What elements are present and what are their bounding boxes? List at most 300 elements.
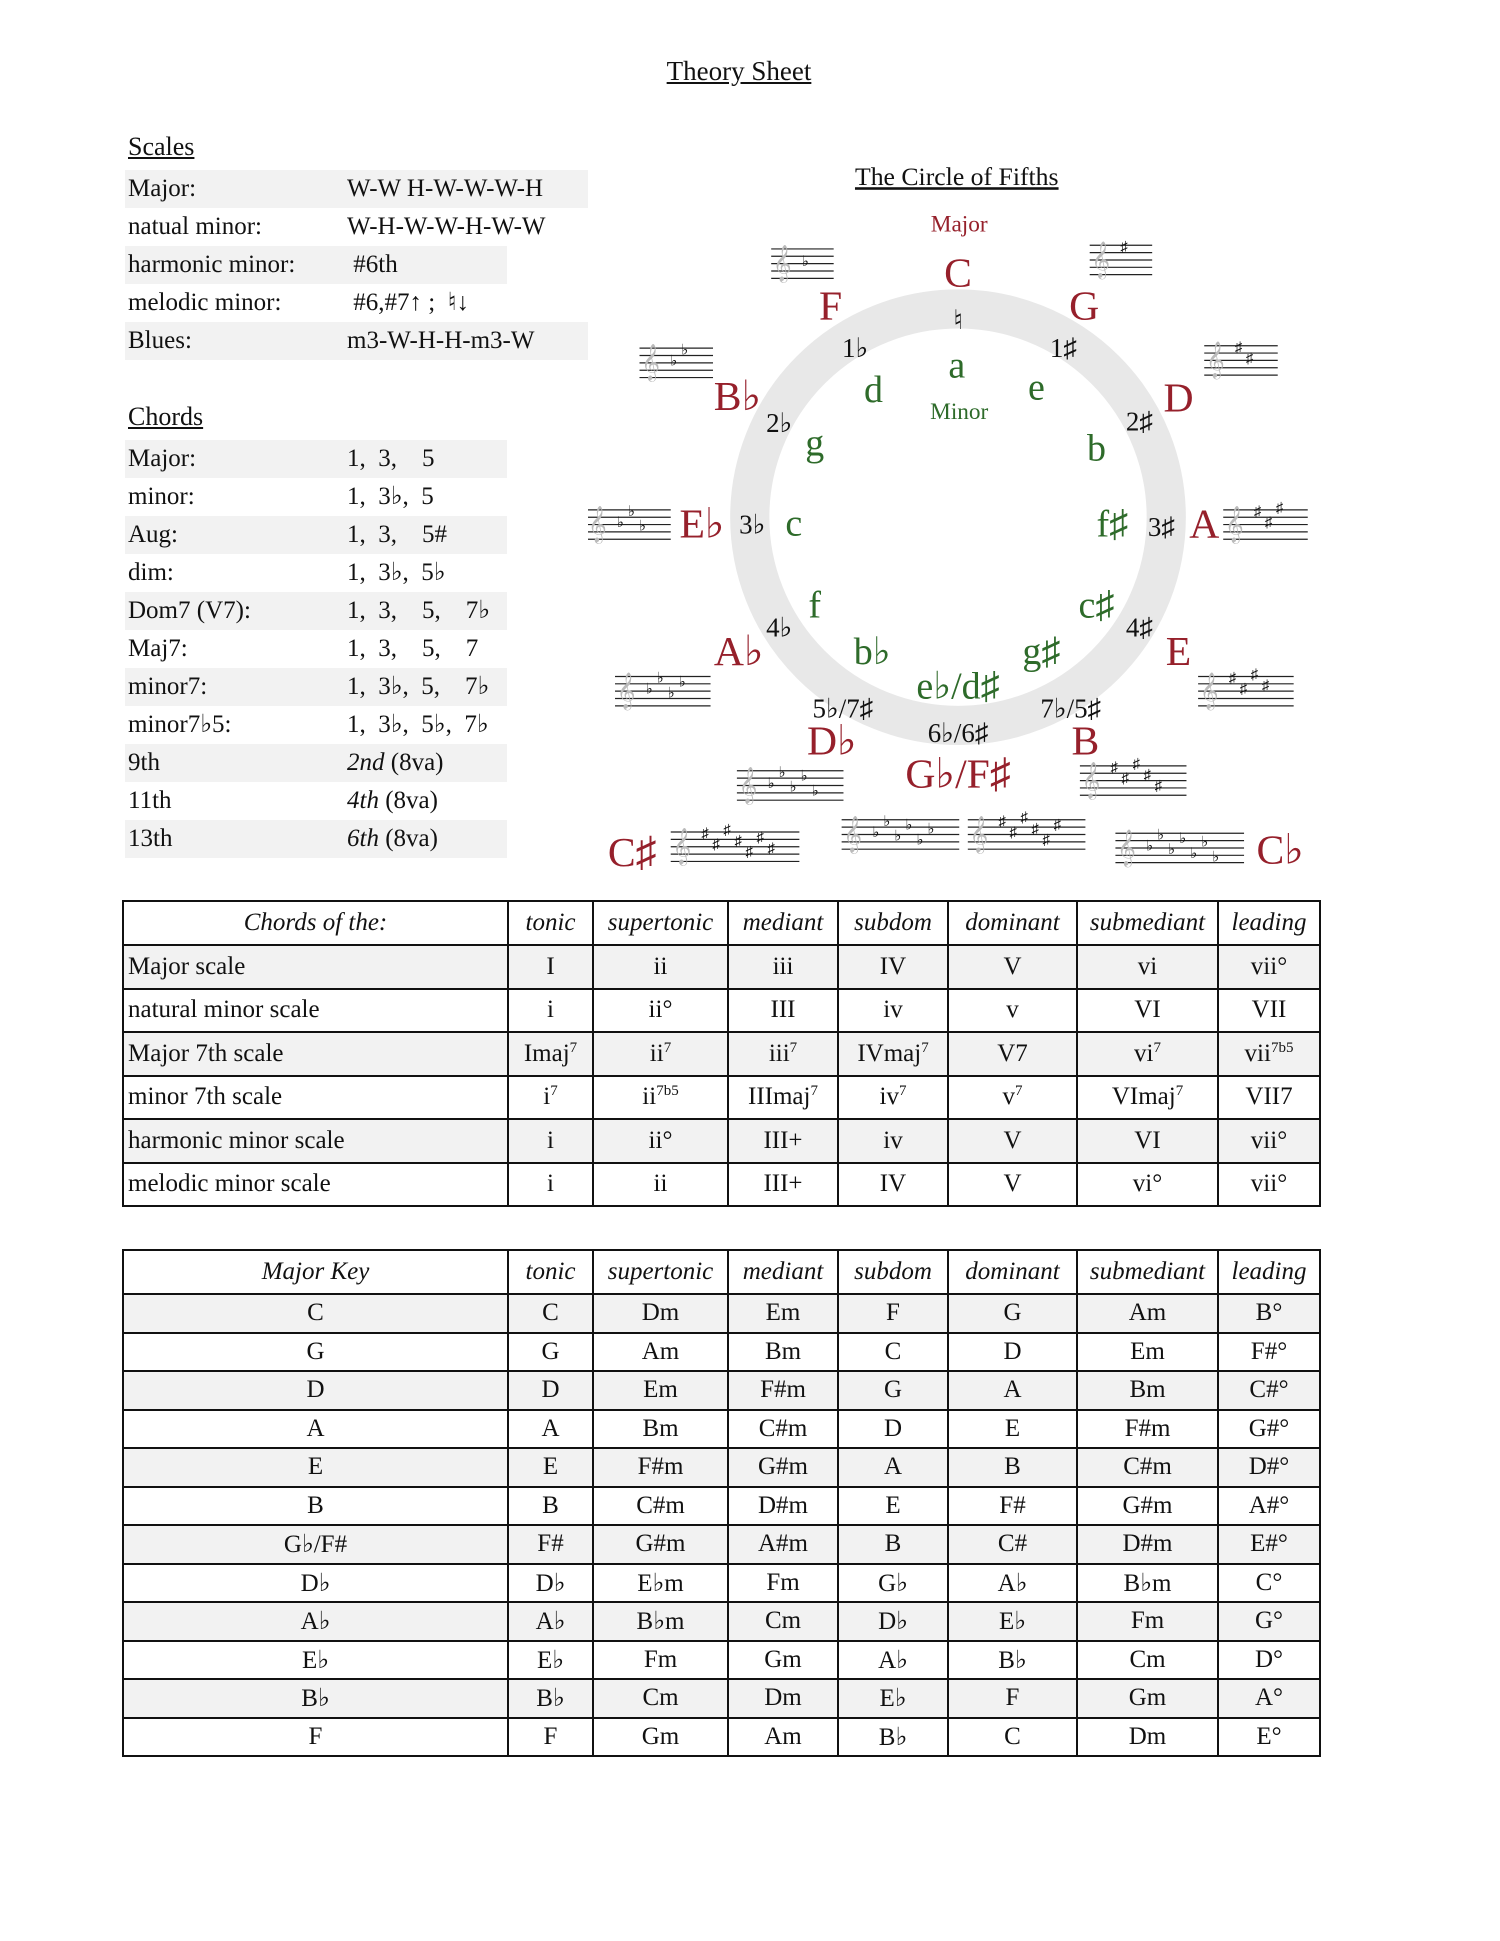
chord-numeral: V xyxy=(1003,952,1022,980)
table-cell: Cm xyxy=(728,1602,838,1641)
table-cell xyxy=(838,1076,948,1120)
row-header-cell: A xyxy=(123,1410,508,1449)
major-key-label: E♭ xyxy=(679,501,725,548)
key-signature-staff xyxy=(771,244,833,282)
sharp-icon: ♯ xyxy=(712,837,720,854)
chord-interval: 2nd xyxy=(347,749,385,776)
treble-clef-icon: 𝄞 xyxy=(1224,506,1244,542)
scale-value xyxy=(347,208,546,246)
chord-numeral: III+ xyxy=(763,1170,803,1198)
chord-numeral: i xyxy=(547,1170,554,1198)
table-row xyxy=(123,1641,1320,1680)
major-caption: Major xyxy=(930,211,988,238)
column-header: supertonic xyxy=(593,901,728,945)
column-header: mediant xyxy=(728,901,838,945)
table-row xyxy=(123,1487,1320,1526)
chord-numeral: IVmaj xyxy=(857,1039,922,1067)
table-cell: B♭ xyxy=(948,1641,1077,1680)
key-signature-staff xyxy=(615,671,711,710)
table-cell: E♭ xyxy=(948,1602,1077,1641)
table-cell xyxy=(593,1119,728,1163)
table-cell: F#m xyxy=(728,1371,838,1410)
table-cell xyxy=(508,1163,593,1207)
table-cell: A♭ xyxy=(508,1602,593,1641)
chord-value xyxy=(347,630,478,668)
chord-numeral: V xyxy=(1003,1170,1022,1198)
minor-key-label: f xyxy=(808,584,822,627)
table-cell: B xyxy=(508,1487,593,1526)
table-cell: Bm xyxy=(1077,1371,1218,1410)
major-key-label: C♯ xyxy=(607,829,657,870)
sharp-icon: ♯ xyxy=(1239,681,1248,698)
chord-numeral: VImaj xyxy=(1111,1083,1176,1111)
major-key-label: D xyxy=(1163,375,1194,422)
chord-numeral: ii xyxy=(649,1039,664,1067)
chord-value xyxy=(347,516,447,554)
sharp-icon: ♯ xyxy=(1132,756,1140,773)
table-cell xyxy=(728,1032,838,1076)
row-header-cell: D♭ xyxy=(123,1564,508,1603)
table-cell: A#m xyxy=(728,1525,838,1564)
table-cell: C#m xyxy=(728,1410,838,1449)
table-cell xyxy=(1218,1119,1320,1163)
minor-key-label: c xyxy=(785,502,803,545)
table-cell xyxy=(838,945,948,989)
major-key-label: A xyxy=(1189,501,1220,548)
chord-row xyxy=(125,516,507,554)
minor-key-label: g♯ xyxy=(1022,630,1061,673)
flat-icon: ♭ xyxy=(883,813,891,830)
sharp-icon: ♯ xyxy=(745,844,753,861)
scale-label: harmonic minor: xyxy=(128,251,296,278)
table-cell: E xyxy=(508,1448,593,1487)
key-signature-staff xyxy=(1090,239,1152,278)
table-cell: Dm xyxy=(1077,1718,1218,1757)
minor-key-label: b xyxy=(1086,427,1106,470)
column-header: leading xyxy=(1218,901,1320,945)
flat-icon: ♭ xyxy=(1168,842,1176,859)
sharp-icon: ♯ xyxy=(1261,677,1270,694)
chord-numeral: ii xyxy=(653,952,668,980)
chord-label: minor: xyxy=(128,483,195,510)
chord-interval: 4th xyxy=(347,787,379,814)
row-header-cell: G xyxy=(123,1333,508,1372)
table-cell xyxy=(838,1119,948,1163)
chord-extension: 7 xyxy=(1175,1083,1184,1100)
row-header-cell: F xyxy=(123,1718,508,1757)
table-cell: F#° xyxy=(1218,1333,1320,1372)
table-cell: F xyxy=(508,1718,593,1757)
major-key-label: C xyxy=(944,250,972,297)
key-signature-staff xyxy=(671,822,800,865)
flat-icon: ♭ xyxy=(811,783,819,800)
table-cell xyxy=(948,1119,1077,1163)
row-header-cell: E xyxy=(123,1448,508,1487)
table-row xyxy=(123,1294,1320,1333)
chord-numeral: v xyxy=(1002,1083,1015,1111)
flat-icon: ♭ xyxy=(1146,838,1154,855)
column-header: tonic xyxy=(508,1250,593,1294)
table-cell: G° xyxy=(1218,1602,1320,1641)
chord-row xyxy=(125,592,507,630)
chord-row xyxy=(125,554,507,592)
chord-formula: 1, 3♭, 5, 7♭ xyxy=(347,673,490,700)
accidental-count: 7♭/5♯ xyxy=(1040,693,1102,724)
sharp-icon: ♯ xyxy=(1020,810,1028,827)
chord-numeral: iii xyxy=(768,1039,790,1067)
table-cell: F#m xyxy=(1077,1410,1218,1449)
table-cell xyxy=(1077,945,1218,989)
sharp-icon: ♯ xyxy=(1053,817,1061,834)
page-title: Theory Sheet xyxy=(666,56,812,86)
table-cell: D#m xyxy=(728,1487,838,1526)
key-signature-staff xyxy=(1080,756,1187,799)
table-cell: A xyxy=(508,1410,593,1449)
table-cell: A° xyxy=(1218,1679,1320,1718)
table-row xyxy=(123,1032,1320,1076)
sharp-icon: ♯ xyxy=(1275,500,1284,517)
table-cell: D xyxy=(838,1410,948,1449)
chord-label: minor7: xyxy=(128,673,208,700)
table-cell: F# xyxy=(508,1525,593,1564)
chord-formula: 1, 3♭, 5♭, 7♭ xyxy=(347,711,489,738)
treble-clef-icon: 𝄞 xyxy=(616,672,636,708)
chord-label: Dom7 (V7): xyxy=(128,597,251,624)
table-cell: C#° xyxy=(1218,1371,1320,1410)
sharp-icon: ♯ xyxy=(1154,778,1162,795)
chord-numeral: i xyxy=(547,996,554,1024)
table-cell: B° xyxy=(1218,1294,1320,1333)
chord-row xyxy=(125,630,507,668)
chord-extension: 7 xyxy=(569,1039,578,1056)
table-cell xyxy=(1077,1163,1218,1207)
chord-numeral: i xyxy=(547,1126,554,1154)
table-cell: G#m xyxy=(1077,1487,1218,1526)
table-cell xyxy=(593,1032,728,1076)
flat-icon: ♭ xyxy=(927,821,935,838)
table-cell: D#° xyxy=(1218,1448,1320,1487)
chord-numeral: ii° xyxy=(648,1126,673,1154)
flat-icon: ♭ xyxy=(645,681,653,698)
chord-row xyxy=(125,744,507,782)
chord-extension: 7 xyxy=(550,1083,558,1100)
table-cell: Bm xyxy=(728,1333,838,1372)
accidental-count: 2♯ xyxy=(1125,406,1153,437)
table-cell: B♭m xyxy=(593,1602,728,1641)
chord-value xyxy=(347,592,490,630)
accidental-count: 3♯ xyxy=(1147,512,1175,542)
chord-numeral: ii° xyxy=(648,996,673,1024)
column-header: Major Key xyxy=(123,1250,508,1294)
chord-numeral: VII7 xyxy=(1245,1083,1293,1111)
table-cell xyxy=(593,945,728,989)
minor-key-label: b♭ xyxy=(853,630,891,673)
table-cell: Gm xyxy=(1077,1679,1218,1718)
chord-extension: 7 xyxy=(1153,1039,1161,1056)
table-cell: Dm xyxy=(728,1679,838,1718)
major-key-chords-table xyxy=(122,1249,1321,1757)
table-cell: G#° xyxy=(1218,1410,1320,1449)
chord-numeral: IV xyxy=(879,1170,907,1198)
table-row xyxy=(123,1564,1320,1603)
key-signature-staff xyxy=(1223,500,1308,543)
chord-row xyxy=(125,668,507,706)
sharp-icon: ♯ xyxy=(1009,824,1017,841)
chord-numeral: i xyxy=(543,1083,551,1111)
flat-icon: ♭ xyxy=(802,254,809,271)
table-cell xyxy=(948,1163,1077,1207)
scale-label: melodic minor: xyxy=(128,289,282,316)
chord-numeral: Imaj xyxy=(523,1039,570,1067)
scale-formula: m3-W-H-H-m3-W xyxy=(347,327,535,354)
chord-extension: 7 xyxy=(789,1039,798,1056)
row-header-cell: melodic minor scale xyxy=(123,1163,508,1207)
key-signature-staff xyxy=(1204,340,1278,379)
table-cell: Gm xyxy=(593,1718,728,1757)
scale-label: Major: xyxy=(128,175,197,202)
flat-icon: ♭ xyxy=(916,832,924,849)
row-header-cell: harmonic minor scale xyxy=(123,1119,508,1163)
chord-numeral: ii xyxy=(642,1083,657,1111)
flat-icon: ♭ xyxy=(905,817,913,834)
chord-numeral: vi xyxy=(1137,952,1158,980)
treble-clef-icon: 𝄞 xyxy=(1081,762,1101,798)
table-row xyxy=(123,1371,1320,1410)
table-cell xyxy=(508,1032,593,1076)
table-row xyxy=(123,1333,1320,1372)
table-cell xyxy=(593,989,728,1033)
accidental-count: 4♭ xyxy=(766,612,793,643)
chord-numeral: VII xyxy=(1251,996,1287,1024)
chord-formula: 1, 3♭, 5♭ xyxy=(347,559,446,586)
table-cell: D xyxy=(948,1333,1077,1372)
table-cell: F#m xyxy=(593,1448,728,1487)
table-cell: C xyxy=(838,1333,948,1372)
circle-of-fifths xyxy=(588,135,1317,870)
table-cell: G#m xyxy=(593,1525,728,1564)
table-cell: Cm xyxy=(593,1679,728,1718)
flat-icon: ♭ xyxy=(639,518,647,535)
table-cell xyxy=(948,989,1077,1033)
chord-numeral: vii° xyxy=(1250,1126,1288,1154)
chord-numeral: ii xyxy=(653,1170,668,1198)
major-key-label: F xyxy=(819,283,843,330)
table-cell xyxy=(1218,945,1320,989)
chord-numeral: III+ xyxy=(763,1126,803,1154)
table-cell xyxy=(838,1032,948,1076)
chord-label: Major: xyxy=(128,445,197,472)
flat-icon: ♭ xyxy=(767,775,775,792)
accidental-count: 6♭/6♯ xyxy=(927,717,989,748)
major-key-label: B xyxy=(1071,718,1100,765)
chord-formula: 1, 3, 5# xyxy=(347,521,447,548)
major-key-label: G xyxy=(1069,283,1100,330)
chord-numeral: vii° xyxy=(1250,952,1288,980)
sharp-icon: ♯ xyxy=(1264,515,1273,531)
key-signature-staff xyxy=(1115,827,1244,866)
table-cell: G xyxy=(948,1294,1077,1333)
sharp-icon: ♯ xyxy=(701,826,709,843)
chord-value xyxy=(347,820,438,858)
table-cell: A xyxy=(948,1371,1077,1410)
row-header-cell: G♭/F# xyxy=(123,1525,508,1564)
flat-icon: ♭ xyxy=(1212,849,1220,866)
table-cell: C xyxy=(948,1718,1077,1757)
table-cell: B♭m xyxy=(1077,1564,1218,1603)
table-cell: C#m xyxy=(1077,1448,1218,1487)
scale-row xyxy=(125,170,588,208)
chord-extension: 7 xyxy=(1015,1083,1023,1100)
treble-clef-icon: 𝄞 xyxy=(1205,342,1225,378)
scale-value xyxy=(347,284,469,322)
scale-label: Blues: xyxy=(128,327,192,354)
row-header-cell: E♭ xyxy=(123,1641,508,1680)
table-cell xyxy=(728,989,838,1033)
sharp-icon: ♯ xyxy=(1245,350,1254,367)
chord-numeral: VI xyxy=(1134,996,1161,1024)
chord-row xyxy=(125,782,507,820)
major-key-label: A♭ xyxy=(713,628,764,675)
table-cell: Am xyxy=(1077,1294,1218,1333)
table-cell: E xyxy=(838,1487,948,1526)
scale-value xyxy=(347,322,534,360)
table-cell xyxy=(508,1119,593,1163)
sharp-icon: ♯ xyxy=(1228,670,1237,687)
chord-extension: 7 xyxy=(921,1039,929,1056)
sharp-icon: ♯ xyxy=(1143,767,1151,784)
table-cell xyxy=(508,1076,593,1120)
chord-numeral: I xyxy=(546,952,555,980)
table-cell: G#m xyxy=(728,1448,838,1487)
row-header-cell: D xyxy=(123,1371,508,1410)
sharp-icon: ♯ xyxy=(1234,339,1243,356)
flat-icon: ♭ xyxy=(656,670,664,687)
accidental-count: 1♯ xyxy=(1049,333,1077,364)
key-signature-staff xyxy=(968,810,1086,853)
table-cell: B xyxy=(948,1448,1077,1487)
treble-clef-icon: 𝄞 xyxy=(588,506,607,542)
scale-formula: #6,#7↑ ; ♮↓ xyxy=(347,289,470,316)
sharp-icon: ♯ xyxy=(1253,503,1262,520)
sharp-icon: ♯ xyxy=(1042,832,1050,849)
table-cell: A#° xyxy=(1218,1487,1320,1526)
chord-label: minor7♭5: xyxy=(128,711,232,738)
column-header: dominant xyxy=(948,1250,1077,1294)
table-cell: F# xyxy=(948,1487,1077,1526)
column-header: dominant xyxy=(948,901,1077,945)
major-key-label: D♭ xyxy=(806,718,857,765)
key-signature-staff xyxy=(588,504,671,543)
table-cell: G♭ xyxy=(838,1564,948,1603)
table-cell xyxy=(1218,1076,1320,1120)
chord-numeral: IIImaj xyxy=(748,1083,811,1111)
table-cell: E#° xyxy=(1218,1525,1320,1564)
table-cell: D° xyxy=(1218,1641,1320,1680)
row-header-cell: minor 7th scale xyxy=(123,1076,508,1120)
key-signature-staff xyxy=(842,814,960,853)
flat-icon: ♭ xyxy=(670,353,678,370)
sharp-icon: ♯ xyxy=(1121,771,1129,788)
table-row xyxy=(123,1119,1320,1163)
chord-formula: (8va) xyxy=(384,749,444,776)
sharp-icon: ♯ xyxy=(998,813,1006,830)
flat-icon: ♭ xyxy=(617,515,624,531)
table-row xyxy=(123,1718,1320,1757)
chord-extension: 7 xyxy=(810,1083,818,1100)
key-signature-staff xyxy=(640,342,714,381)
chord-numeral: vi xyxy=(1134,1039,1154,1067)
flat-icon: ♭ xyxy=(628,503,636,520)
key-signature-staff xyxy=(1198,667,1294,710)
table-cell xyxy=(1077,1119,1218,1163)
chord-row xyxy=(125,820,507,858)
table-cell: E♭ xyxy=(838,1679,948,1718)
table-cell xyxy=(948,1032,1077,1076)
scale-chords-table xyxy=(122,900,1321,1207)
sharp-icon: ♯ xyxy=(1120,239,1128,256)
table-cell xyxy=(508,945,593,989)
table-cell xyxy=(1077,1076,1218,1120)
column-header: subdom xyxy=(838,1250,948,1294)
chord-numeral: III xyxy=(770,996,796,1024)
sharp-icon: ♯ xyxy=(767,840,775,857)
treble-clef-icon: 𝄞 xyxy=(843,816,863,852)
table-cell xyxy=(593,1076,728,1120)
table-cell: Gm xyxy=(728,1641,838,1680)
chord-value xyxy=(347,554,446,592)
chord-value xyxy=(347,782,438,820)
chord-label: Maj7: xyxy=(128,635,188,662)
table-row xyxy=(123,1163,1320,1207)
chord-numeral: vii° xyxy=(1250,1170,1288,1198)
minor-key-label: d xyxy=(863,368,883,411)
treble-clef-icon: 𝄞 xyxy=(772,245,792,281)
table-cell xyxy=(508,989,593,1033)
table-cell: Am xyxy=(593,1333,728,1372)
accidental-count: 2♭ xyxy=(766,407,793,438)
table-cell: C#m xyxy=(593,1487,728,1526)
chord-numeral: V xyxy=(1003,1126,1022,1154)
scale-label: natual minor: xyxy=(128,213,262,240)
accidental-count: 1♭ xyxy=(842,333,869,364)
treble-clef-icon: 𝄞 xyxy=(641,344,660,380)
table-cell xyxy=(838,989,948,1033)
chords-heading: Chords xyxy=(128,402,204,431)
treble-clef-icon: 𝄞 xyxy=(969,816,989,852)
table-cell: C# xyxy=(948,1525,1077,1564)
minor-key-label: g xyxy=(805,422,825,465)
major-key-label: C♭ xyxy=(1256,827,1304,870)
scale-formula: W-W H-W-W-W-H xyxy=(347,175,543,202)
flat-icon: ♭ xyxy=(894,828,902,845)
table-row xyxy=(123,1679,1320,1718)
table-cell: Em xyxy=(593,1371,728,1410)
table-cell xyxy=(1218,1163,1320,1207)
table-cell: Bm xyxy=(593,1410,728,1449)
table-cell: B xyxy=(838,1525,948,1564)
minor-key-label: c♯ xyxy=(1078,584,1115,627)
table-cell xyxy=(948,1076,1077,1120)
minor-key-label: e xyxy=(1027,366,1045,409)
table-cell: E♭ xyxy=(508,1641,593,1680)
row-header-cell: A♭ xyxy=(123,1602,508,1641)
table-cell: Fm xyxy=(728,1564,838,1603)
table-cell: G xyxy=(508,1333,593,1372)
column-header: Chords of the: xyxy=(123,901,508,945)
key-signature-staff xyxy=(737,765,844,804)
scale-formula: #6th xyxy=(347,251,398,278)
table-cell: C xyxy=(508,1294,593,1333)
